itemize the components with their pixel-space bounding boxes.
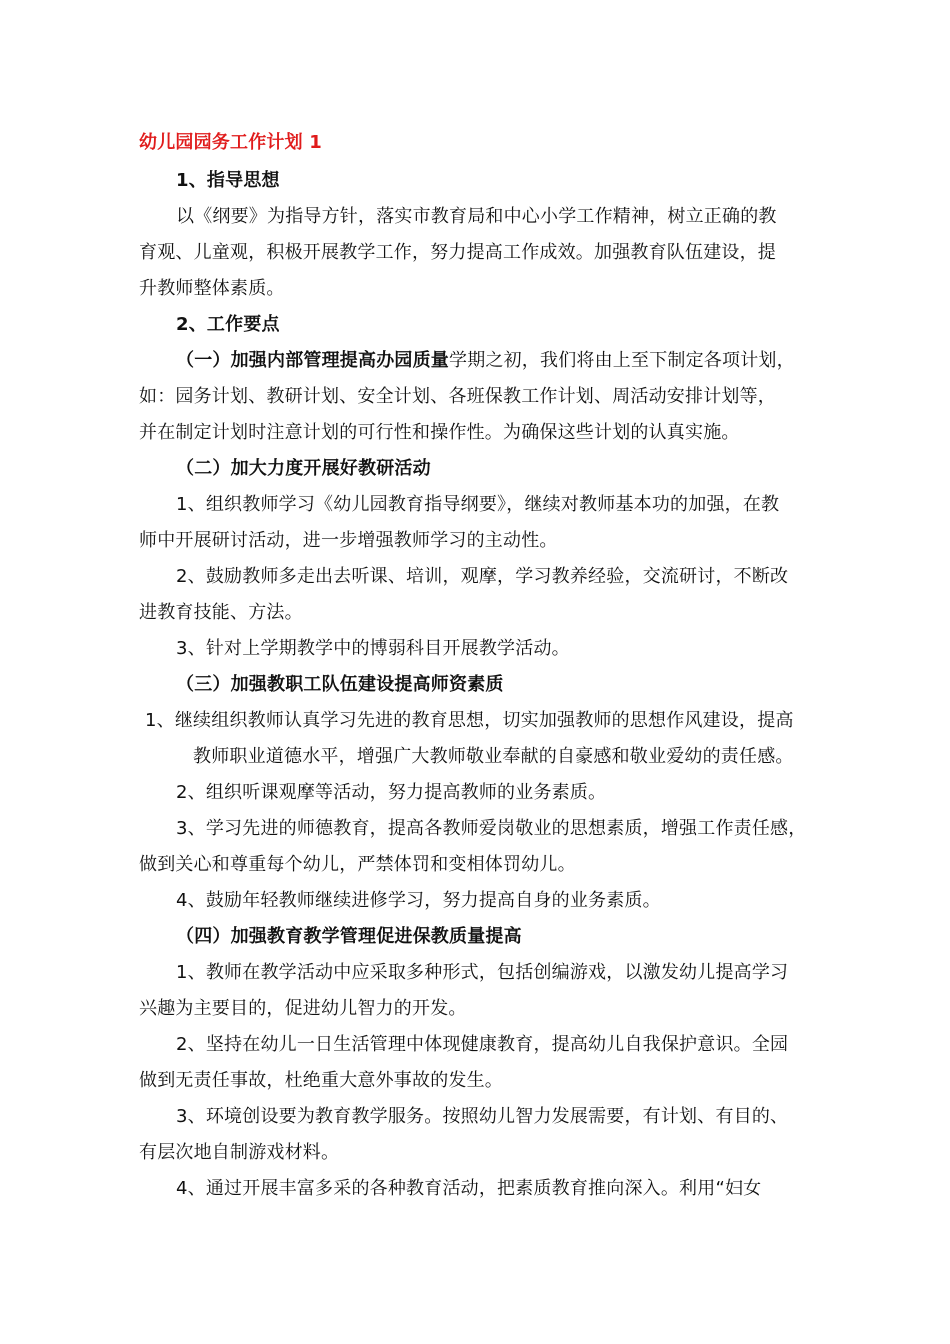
subsection-heading-1: （一）加强内部管理提高办园质量: [176, 350, 449, 371]
paragraph-line: 做到关心和尊重每个幼儿，严禁体罚和变相体罚幼儿。: [139, 854, 576, 875]
paragraph-line: 师中开展研讨活动，进一步增强教师学习的主动性。: [139, 530, 558, 551]
paragraph-line: 4、鼓励年轻教师继续进修学习，努力提高自身的业务素质。: [176, 890, 661, 911]
subsection-heading-4: （四）加强教育教学管理促进保教质量提高: [176, 926, 522, 947]
paragraph-line: 3、环境创设要为教育教学服务。按照幼儿智力发展需要，有计划、有目的、: [176, 1106, 789, 1127]
paragraph-line: 3、针对上学期教学中的博弱科目开展教学活动。: [176, 638, 570, 659]
paragraph-line: 并在制定计划时注意计划的可行性和操作性。为确保这些计划的认真实施。: [139, 422, 740, 443]
paragraph-line: 3、学习先进的师德教育，提高各教师爱岗敬业的思想素质，增强工作责任感，: [176, 818, 807, 839]
section-heading-2: 2、工作要点: [176, 314, 280, 335]
paragraph-line: 1、教师在教学活动中应采取多种形式，包括创编游戏，以激发幼儿提高学习: [176, 962, 789, 983]
paragraph-line: 教师职业道德水平，增强广大教师敬业奉献的自豪感和敬业爱幼的责任感。: [193, 746, 794, 767]
paragraph-line: 如：园务计划、教研计划、安全计划、各班保教工作计划、周活动安排计划等，: [139, 386, 776, 407]
paragraph-line: 以《纲要》为指导方针，落实市教育局和中心小学工作精神，树立正确的教: [176, 206, 777, 227]
paragraph-line: 2、鼓励教师多走出去听课、培训，观摩，学习教养经验，交流研讨，不断改: [176, 566, 789, 587]
paragraph-line: 2、组织听课观摩等活动，努力提高教师的业务素质。: [176, 782, 607, 803]
paragraph-line: [176, 349, 795, 373]
paragraph-line: 4、通过开展丰富多采的各种教育活动，把素质教育推向深入。利用“妇女: [176, 1178, 762, 1199]
paragraph-line: 1、组织教师学习《幼儿园教育指导纲要》，继续对教师基本功的加强，在教: [176, 494, 780, 515]
paragraph-text: 学期之初，我们将由上至下制定各项计划，: [449, 350, 795, 371]
section-heading-1: 1、指导思想: [176, 170, 280, 191]
paragraph-line: 1、继续组织教师认真学习先进的教育思想，切实加强教师的思想作风建设，提高: [145, 710, 794, 731]
subsection-heading-3: （三）加强教职工队伍建设提高师资素质: [176, 674, 504, 695]
paragraph-line: 育观、儿童观，积极开展教学工作，努力提高工作成效。加强教育队伍建设，提: [139, 242, 776, 263]
subsection-heading-2: （二）加大力度开展好教研活动: [176, 458, 431, 479]
paragraph-line: 做到无责任事故，杜绝重大意外事故的发生。: [139, 1070, 503, 1091]
paragraph-line: 升教师整体素质。: [139, 278, 285, 299]
paragraph-line: 进教育技能、方法。: [139, 602, 303, 623]
paragraph-line: 2、坚持在幼儿一日生活管理中体现健康教育，提高幼儿自我保护意识。全园: [176, 1034, 789, 1055]
paragraph-line: 兴趣为主要目的，促进幼儿智力的开发。: [139, 998, 467, 1019]
paragraph-line: 有层次地自制游戏材料。: [139, 1142, 340, 1163]
document-title: 幼儿园园务工作计划 1: [139, 132, 322, 153]
